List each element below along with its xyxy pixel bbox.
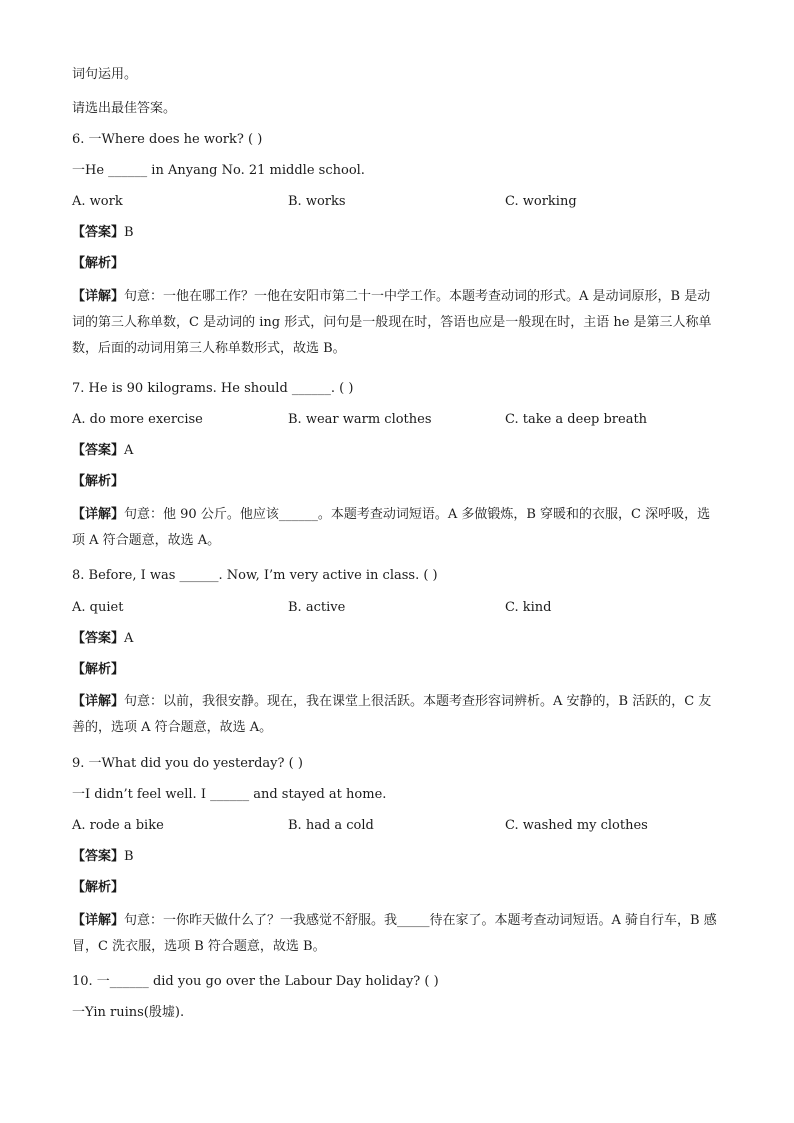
question-8-detail	[72, 689, 720, 741]
detail-tag: 【详解】	[72, 507, 125, 522]
detail-text: 句意：一他在哪工作？一他在安阳市第二十一中学工作。本题考查动词的形式。A 是动词原形，B 是动词的第三人称单数，C 是动词的 ing 形式，问句是一般现在时，答语也应是一般现在时，主语 he 是第三人称单数，后面的动词用第三人称单数形式，故选 B。	[72, 289, 712, 356]
question-8-answer	[72, 630, 133, 648]
detail-text: 句意：一你昨天做什么了？一我感觉不舒服。我_____待在家了。本题考查动词短语。A 骑自行车，B 感冒，C 洗衣服，选项 B 符合题意，故选 B。	[72, 913, 717, 954]
question-6-option-c: C. working	[505, 194, 577, 209]
detail-tag: 【详解】	[72, 913, 125, 928]
instruction-text: 请选出最佳答案。	[72, 101, 177, 116]
question-9-response: 一I didn’t feel well. I ______ and stayed at home.	[72, 787, 387, 802]
question-10-response: 一Yin ruins(殷墟).	[72, 1005, 185, 1020]
question-9-detail	[72, 908, 720, 960]
question-9-stem: 9. 一What did you do yesterday? ( )	[72, 756, 303, 771]
answer-tag: 【答案】	[72, 225, 125, 240]
question-6-stem: 6. 一Where does he work? ( )	[72, 132, 263, 147]
question-10-stem: 10. 一______ did you go over the Labour Day holiday? ( )	[72, 974, 439, 989]
question-6-analysis-tag: 【解析】	[72, 256, 125, 271]
question-6-detail	[72, 284, 720, 362]
question-9-option-b: B. had a cold	[288, 818, 374, 833]
question-7-option-c: C. take a deep breath	[505, 412, 648, 427]
question-7-option-a: A. do more exercise	[72, 412, 203, 427]
question-8-stem: 8. Before, I was ______. Now, I’m very active in class. ( )	[72, 568, 438, 583]
question-7-detail	[72, 502, 720, 554]
detail-tag: 【详解】	[72, 694, 125, 709]
answer-tag: 【答案】	[72, 849, 125, 864]
question-6-response: 一He ______ in Anyang No. 21 middle school.	[72, 163, 365, 178]
answer-tag: 【答案】	[72, 631, 125, 646]
answer-value: A	[124, 443, 134, 458]
question-7-stem: 7. He is 90 kilograms. He should ______. ( )	[72, 381, 354, 396]
question-6-option-a: A. work	[72, 194, 123, 209]
question-7-analysis-tag: 【解析】	[72, 474, 125, 489]
detail-tag: 【详解】	[72, 289, 125, 304]
question-6-option-b: B. works	[288, 194, 346, 209]
question-9-answer	[72, 848, 134, 866]
section-title: 词句运用。	[72, 67, 138, 82]
detail-text: 句意：以前，我很安静。现在，我在课堂上很活跃。本题考查形容词辨析。A 安静的，B 活跃的，C 友善的，选项 A 符合题意，故选 A。	[72, 694, 712, 735]
question-8-option-a: A. quiet	[72, 600, 124, 615]
detail-text: 句意：他 90 公斤。他应该______。本题考查动词短语。A 多做锻炼，B 穿暖和的衣服，C 深呼吸，选项 A 符合题意，故选 A。	[72, 507, 711, 548]
question-7-answer	[72, 442, 133, 460]
question-8-option-b: B. active	[288, 600, 346, 615]
answer-value: A	[124, 631, 134, 646]
answer-value: B	[124, 225, 134, 240]
answer-tag: 【答案】	[72, 443, 125, 458]
question-9-analysis-tag: 【解析】	[72, 880, 125, 895]
question-7-option-b: B. wear warm clothes	[288, 412, 432, 427]
question-9-option-c: C. washed my clothes	[505, 818, 648, 833]
question-8-analysis-tag: 【解析】	[72, 662, 125, 677]
answer-value: B	[124, 849, 134, 864]
question-8-option-c: C. kind	[505, 600, 552, 615]
question-6-answer	[72, 224, 134, 242]
question-9-option-a: A. rode a bike	[72, 818, 164, 833]
